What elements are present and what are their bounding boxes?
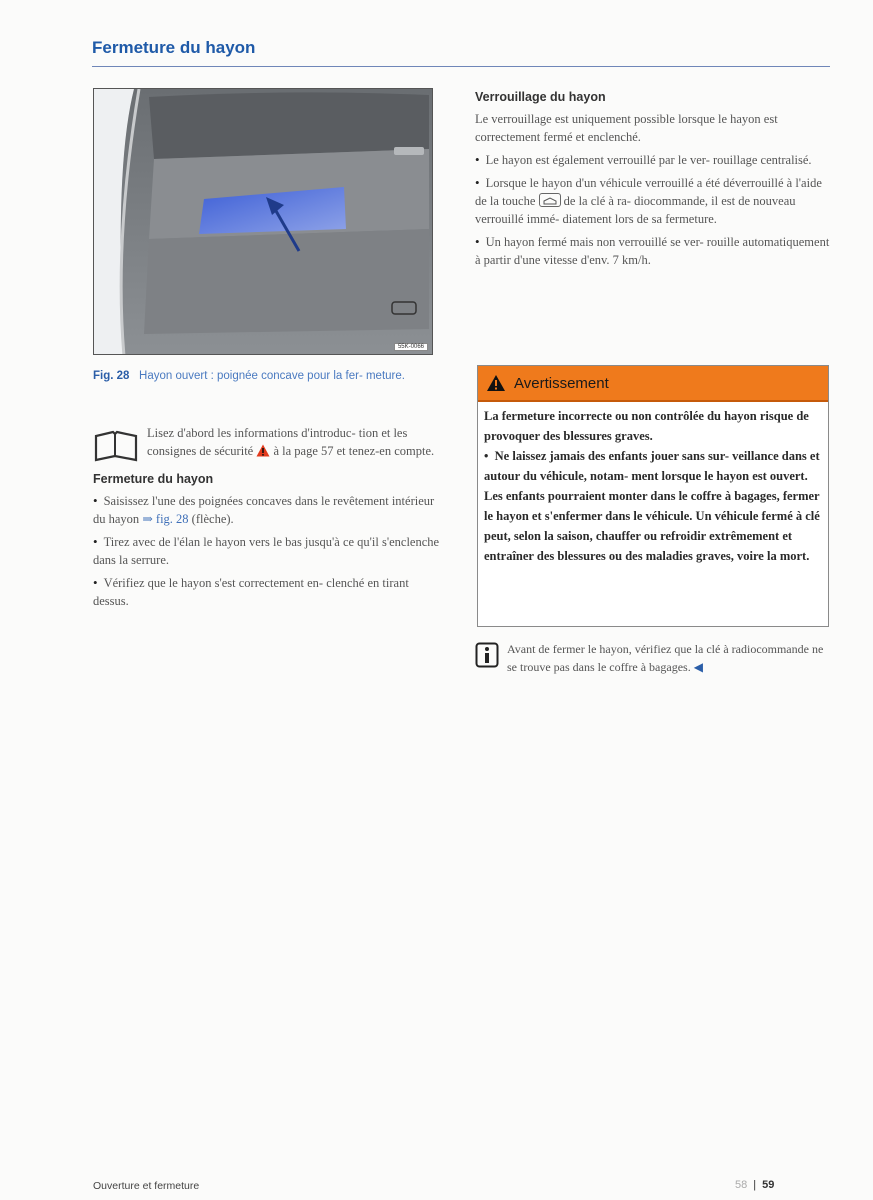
info-text: Avant de fermer le hayon, vérifiez que la clé à radiocommande ne se trouve pas dans le coffre à bagages. (507, 642, 824, 674)
list-item: • Vérifiez que le hayon s'est correctement en- clenché en tirant dessus. (93, 575, 409, 608)
tailgate-figure (93, 88, 433, 355)
previous-page-number: 58 (735, 1179, 748, 1191)
section-heading: Verrouillage du hayon (475, 90, 606, 104)
list-item: • Un hayon fermé mais non verrouillé se ver- rouille automatiquement à partir d'une vitesse d'env. 7 km/h. (475, 234, 830, 267)
book-note-text-end: à la page 57 et tenez-en compte. (273, 444, 435, 458)
figure-caption-text: Hayon ouvert : poignée concave pour la fer- meture. (139, 370, 405, 382)
warning-header (478, 366, 828, 402)
warning-triangle-icon (256, 444, 270, 457)
page-numbers (735, 1179, 774, 1191)
end-of-section-icon: ◀ (693, 660, 703, 674)
left-column (93, 424, 443, 615)
intro-text: Le verrouillage est uniquement possible lorsque le hayon est correctement fermé et enclenché. (475, 112, 778, 144)
header-divider (92, 66, 830, 67)
warning-box (477, 365, 829, 627)
current-page-number: 59 (762, 1179, 775, 1191)
figure-code: 55K-0066 (394, 343, 428, 351)
warning-lead: La fermeture incorrecte ou non contrôlée du hayon risque de provoquer des blessures graves. (484, 409, 809, 443)
warning-triangle-icon (486, 374, 506, 392)
list-item: • Tirez avec de l'élan le hayon vers le bas jusqu'à ce qu'il s'enclenche dans la serrure. (93, 534, 440, 567)
page-separator: | (753, 1179, 757, 1191)
book-note (93, 424, 443, 460)
list-item: • Lorsque le hayon d'un véhicule verrouillé a été déverrouillé à l'aide de la touche de la clé à ra- diocommande, il est de nouveau verrouillé immé- diatement lors de sa fermeture. (475, 175, 822, 226)
figure-caption (93, 368, 438, 385)
warning-bullet: • Ne laissez jamais des enfants jouer sans sur- veillance dans et autour du véhicule, notam- ment lorsque le hayon est ouvert. Les enfants pourraient monter dans le coffre à bagages, fermer le hayon et s'enfermer dans le véhicule. Un véhicule fermé à clé peut, selon la saison, chauffer ou refroidir extrêmement et entraîner des blessures ou des maladies graves, voire la mort. (484, 449, 820, 563)
warning-body (478, 402, 828, 566)
info-icon (475, 642, 499, 668)
warning-title: Avertissement (514, 374, 609, 392)
list-item: • Saisissez l'une des poignées concaves dans le revêtement intérieur du hayon ⇒ fig. 28 (flèche). (93, 493, 435, 526)
book-icon (93, 426, 139, 464)
right-column (475, 88, 830, 274)
page-title: Fermeture du hayon (92, 38, 256, 57)
key-button-icon (539, 193, 561, 207)
section-heading: Fermeture du hayon (93, 472, 214, 486)
figure-reference-link[interactable]: ⇒ fig. 28 (142, 512, 189, 526)
tailgate-illustration (94, 89, 433, 355)
info-note (475, 640, 830, 676)
footer-section-title: Ouverture et fermeture (93, 1180, 200, 1192)
book-note-text: Lisez d'abord les informations d'introduc- tion et les consignes de sécurité (147, 426, 408, 458)
figure-label: Fig. 28 (93, 370, 130, 382)
list-item: • Le hayon est également verrouillé par le ver- rouillage centralisé. (475, 152, 812, 167)
